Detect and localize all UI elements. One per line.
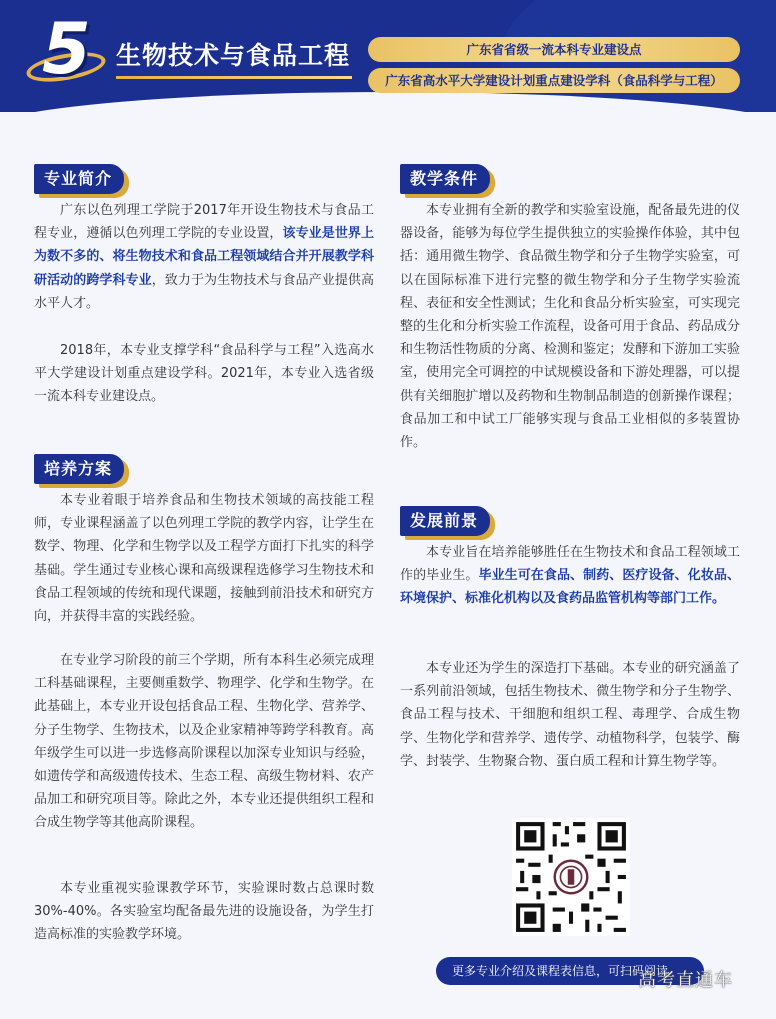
facilities-paragraph-1: 本专业拥有全新的教学和实验室设施，配备最先进的仪器设备，能够为每位学生提供独立的实验操作体验，其中包括：通用微生物学、食品微生物学和分子生物学实验室，可以在国际标准下进行完整的微生物学和分子生物学实验流程、表征和安全性测试；生化和食品分析实验室，可实现完整的生化和分析实验工作流程，设备可用于食品、药品成分和生物活性物质的分离、检测和鉴定；发酵和下游加工实验室，使用完全可调控的中试规模设备和下游处理器，可以提供有关细胞扩增以及药物和生物制品制造的创新操作课程；食品加工和中试工厂能够实现与食品工业相似的多装置协作。: [400, 203, 740, 451]
qr-code-icon: [512, 818, 630, 936]
scan-to-read-bar: 更多专业介绍及课程表信息，可扫码阅读: [436, 957, 704, 985]
qr-code[interactable]: [512, 818, 630, 936]
intro-paragraph-1: [34, 199, 374, 315]
title-underline: [116, 76, 352, 79]
training-paragraph-2: 在专业学习阶段的前三个学期，所有本科生必须完成理工科基础课程，主要侧重数学、物理学、化学和生物学。在此基础上，本专业开设包括食品工程、生物化学、营养学、分子生物学、生物技术，以及企业家精神等跨学科教育。高年级学生可以进一步选修高阶课程以加深专业知识与经验，如遗传学和高级遗传技术、生态工程、高级生物材料、农产品加工和研究项目等。除此之外，本专业还提供组织工程和合成生物学等其他高阶课程。: [34, 653, 374, 831]
training-paragraph-3: 本专业重视实验课教学环节，实验课时数占总课时数30%-40%。各实验室均配备最先进的设施设备，为学生打造高标准的实验教学环境。: [34, 881, 374, 943]
section-label-intro: 专业简介: [34, 164, 124, 194]
watermark: 高考直通车: [638, 970, 733, 991]
honor-badge-first-class: 广东省省级一流本科专业建设点: [368, 37, 740, 62]
section-number-badge: [24, 8, 108, 90]
page-title: 生物技术与食品工程: [116, 41, 351, 70]
intro-paragraph-2: 2018年，本专业支撑学科“食品科学与工程”入选高水平大学建设计划重点建设学科。2021年，本专业入选省级一流本科专业建设点。: [34, 343, 374, 405]
intro-highlight: 该专业是世界上为数不多的、将生物技术和食品工程领域结合并开展教学科研活动的跨学科专业: [34, 226, 374, 288]
prospects-paragraph-2: 本专业还为学生的深造打下基础。本专业的研究涵盖了一系列前沿领域，包括生物技术、微生物学和分子生物学、食品工程与技术、干细胞和组织工程、毒理学、合成生物学、生物化学和营养学、遗传学、动植物科学，包装学、酶学、封装学、生物聚合物、蛋白质工程和计算生物学等。: [400, 661, 740, 769]
prospects-paragraph-1: [400, 541, 740, 611]
honor-badge-key-discipline: 广东省高水平大学建设计划重点建设学科（食品科学与工程）: [368, 68, 740, 93]
prospects-highlight: 毕业生可在食品、制药、医疗设备、化妆品、环境保护、标准化机构以及食药品监管机构等部门工作。: [400, 568, 740, 607]
section-number: 5: [42, 8, 91, 90]
prospects-text-pre: 本专业旨在培养能够胜任在生物技术和食品工程领域工作的毕业生。: [400, 545, 740, 584]
intro-text-post: ，致力于为生物技术与食品产业提供高水平人才。: [34, 272, 374, 311]
intro-text-pre: 广东以色列理工学院于2017年开设生物技术与食品工程专业，遵循以色列理工学院的专业设置，: [34, 203, 374, 242]
section-label-facilities: 教学条件: [400, 164, 490, 194]
training-paragraph-1: 本专业着眼于培养食品和生物技术领域的高技能工程师，专业课程涵盖了以色列理工学院的教学内容，让学生在数学、物理、化学和生物学以及工程学方面打下扎实的科学基础。学生通过专业核心课和高级课程选修学习生物技术和食品工程领域的传统和现代课题，接触到前沿技术和研究方向，并获得丰富的实践经验。: [34, 493, 374, 625]
section-label-prospects: 发展前景: [400, 506, 490, 536]
section-label-training: 培养方案: [34, 454, 124, 484]
